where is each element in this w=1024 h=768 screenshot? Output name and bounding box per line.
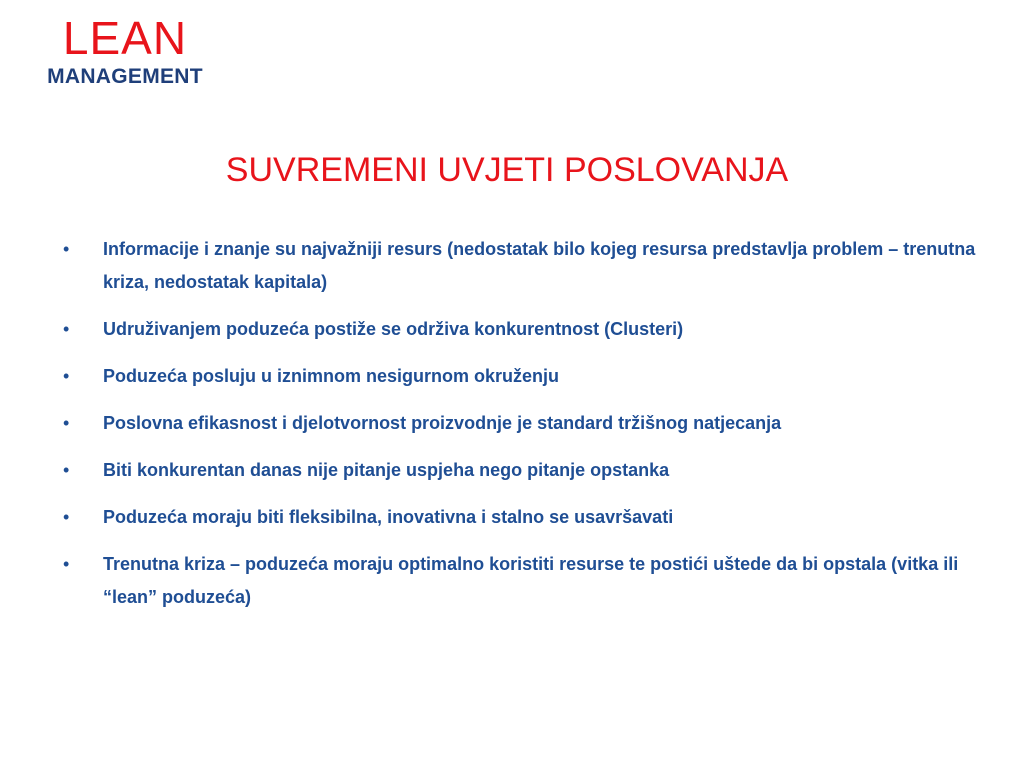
bullet-icon: • (63, 366, 70, 386)
bullet-icon: • (63, 319, 70, 339)
bullet-text: Poduzeća moraju biti fleksibilna, inovativna i stalno se usavršavati (103, 507, 674, 527)
bullet-icon: • (63, 507, 70, 527)
bullet-text: Udruživanjem poduzeća postiže se održiva konkurentnost (Clusteri) (103, 319, 684, 339)
bullet-icon: • (63, 554, 70, 574)
bullet-item (63, 360, 978, 393)
bullet-item (63, 233, 978, 299)
lean-management-logo (0, 12, 250, 88)
bullet-icon: • (63, 413, 70, 433)
bullet-item (63, 548, 978, 614)
bullet-item (63, 313, 978, 346)
bullet-item (63, 454, 978, 487)
logo-management-text: MANAGEMENT (47, 65, 203, 88)
bullet-item (63, 407, 978, 440)
bullet-text: Poslovna efikasnost i djelotvornost proizvodnje je standard tržišnog natjecanja (103, 413, 782, 433)
bullet-icon: • (63, 460, 70, 480)
bullet-text: Poduzeća posluju u iznimnom nesigurnom okruženju (103, 366, 560, 386)
slide-title: SUVREMENI UVJETI POSLOVANJA (225, 151, 789, 189)
bullet-text: Biti konkurentan danas nije pitanje uspjeha nego pitanje opstanka (103, 460, 670, 480)
bullet-list (63, 233, 978, 628)
bullet-text: Informacije i znanje su najvažniji resurs (nedostatak bilo kojeg resursa predstavlja problem – trenutna kriza, nedostatak kapitala) (103, 239, 976, 292)
bullet-icon: • (63, 239, 70, 259)
bullet-text: Trenutna kriza – poduzeća moraju optimalno koristiti resurse te postići uštede da bi opstala (vitka ili “lean” poduzeća) (103, 554, 959, 607)
logo-lean-text: LEAN (62, 12, 188, 64)
bullet-item (63, 501, 978, 534)
